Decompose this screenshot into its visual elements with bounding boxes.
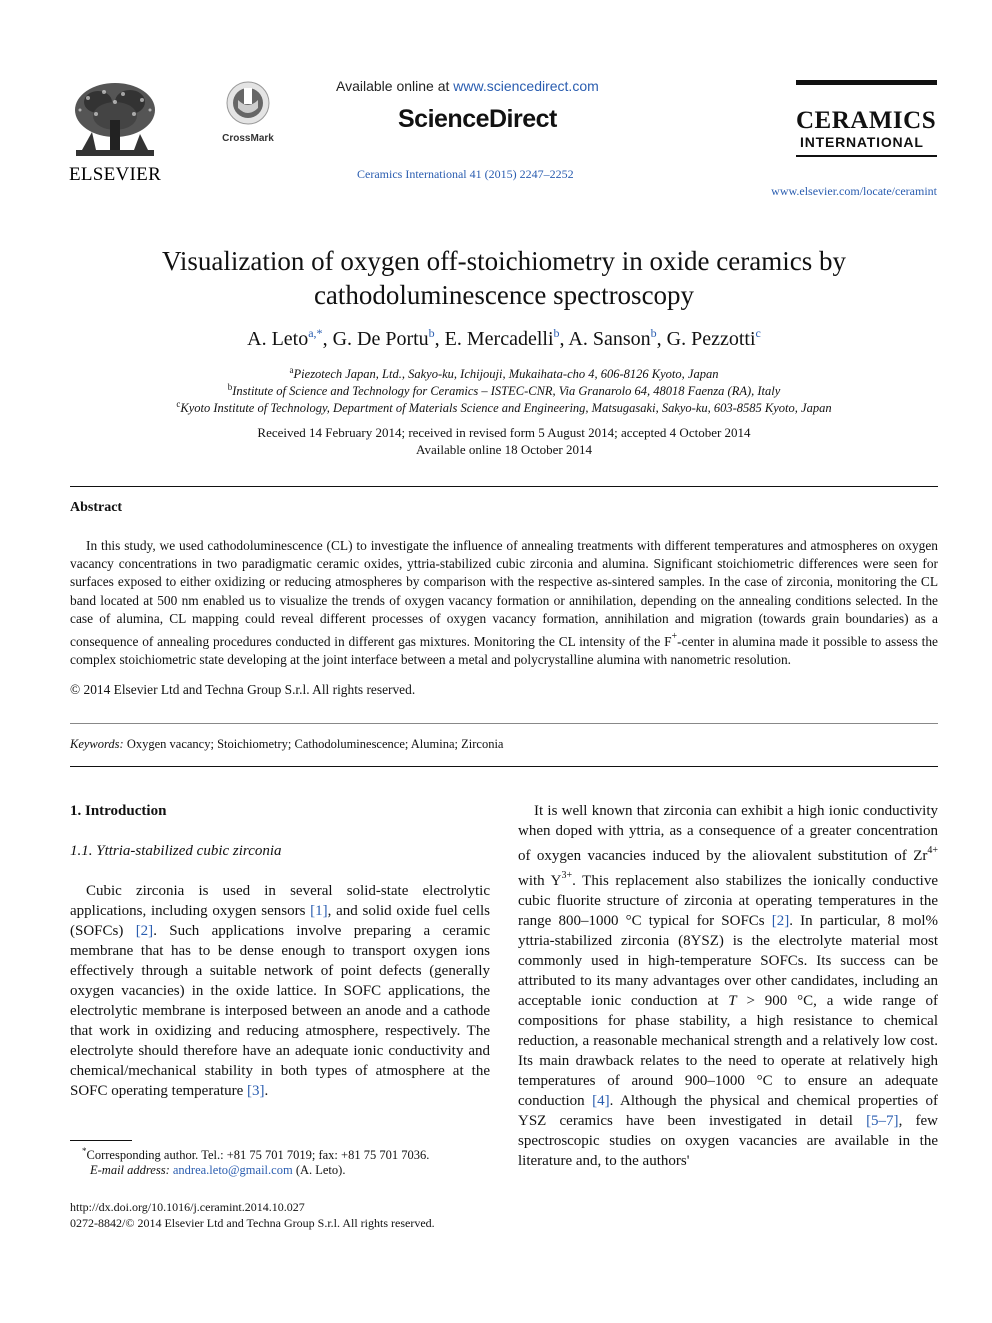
citation-link[interactable]: [3] [247, 1083, 265, 1099]
author-list: A. Leto$^{a,*}$, G. De Portu$^b$, E. Mercadelli$^b$, A. Sanson$^b$, G. Pezzotti$^c$ [247, 326, 761, 350]
available-online-prefix: Available online at [336, 78, 454, 94]
body-text: , and solid oxide fuel cells (SOFCs) [70, 903, 490, 939]
sciencedirect-link[interactable]: www.sciencedirect.com [453, 78, 599, 94]
elsevier-tree-icon [68, 80, 162, 162]
body-text: with Y [518, 873, 562, 889]
crossmark-label: CrossMark [222, 133, 274, 144]
publisher-name: ELSEVIER [68, 164, 162, 185]
email-link[interactable]: andrea.leto@gmail.com [172, 1163, 293, 1177]
paper-title [70, 244, 938, 312]
citation-link[interactable]: [5–7] [866, 1113, 899, 1129]
available-date: Available online 18 October 2014 [416, 442, 592, 457]
email-suffix: (A. Leto). [292, 1163, 346, 1177]
paper-title-line-1: Visualization of oxygen off-stoichiometry in oxide ceramics by [162, 246, 846, 276]
body-paragraph [70, 881, 490, 1101]
body-text: , few spectroscopic studies on oxygen vacancies are available in the literature and, to the authors' [518, 1113, 938, 1169]
right-column [518, 801, 938, 1171]
body-text: . In particular, 8 mol% yttria-stabilized zirconia (8YSZ) is the electrolyte material most commonly used in high-temperature SOFCs. Its success can be attributed to its many advantages over other candidates, including an acceptable ionic conduction at [518, 913, 938, 1009]
affiliation-sup: c [176, 399, 181, 409]
keywords [70, 737, 503, 752]
affiliation-sup: a [289, 365, 294, 375]
citation-link[interactable]: [4] [592, 1093, 610, 1109]
crossmark-badge[interactable] [220, 80, 276, 144]
ion-charge-sup: 3+ [561, 870, 573, 881]
abstract-text-part: In this study, we used cathodoluminescence (CL) to investigate the influence of annealing treatments with different temperatures and atmospheres on oxygen vacancy concentrations in two paradigmatic ceramic oxides, yttria-stabilized cubic zirconia and alumina. Significant stoichiometric differences were seen for surfaces exposed to either oxidizing or reducing atmospheres by comparison with the respective as-sintered samples. In the case of zirconia, monitoring the CL band located at 500 nm enabled us to visualize the trends of oxygen vacancy formation or annihilation, depending on the annealing conditions selected. In the case of alumina, CL mapping could reveal different processes of oxygen vacancy formation, annihilation and migration (towards grain boundaries) as a consequence of annealing procedures conducted in different gas mixtures. Monitoring the CL intensity of the F [70, 538, 938, 650]
body-text: . This replacement also stabilizes the ionically conductive cubic fluorite structure of zirconia at operating temperatures in the range 800–1000 °C typical for SOFCs [518, 873, 938, 929]
article-dates [70, 424, 938, 458]
journal-subtitle: INTERNATIONAL [800, 134, 924, 150]
paper-title-line-2: cathodoluminescence spectroscopy [313, 280, 695, 310]
journal-logo-bottom-bar [796, 155, 937, 157]
body-text: . Although the physical and chemical properties of YSZ ceramics have been investigated in detail [518, 1093, 938, 1129]
divider [70, 486, 938, 487]
journal-logo-top-bar [796, 80, 937, 85]
journal-title: CERAMICS [796, 107, 937, 134]
author-affil-sup[interactable]: b [553, 326, 560, 340]
left-column [70, 801, 490, 1101]
abstract-text-part: -center in alumina made it possible to assess the complex stoichiometric state developing at the joint interface between a metal and polycrystalline alumina with nanometric resolution. [70, 634, 938, 668]
body-text: . [264, 1083, 269, 1099]
body-paragraph [518, 801, 938, 1171]
received-dates: Received 14 February 2014; received in revised form 5 August 2014; accepted 4 October 2014 [257, 425, 751, 440]
author-affil-sup[interactable]: b [650, 326, 657, 340]
journal-citation[interactable]: Ceramics International 41 (2015) 2247–2252 [357, 167, 574, 181]
author-name[interactable]: E. Mercadelli [444, 328, 554, 350]
affiliation-text: Kyoto Institute of Technology, Department of Materials Science and Engineering, Matsugasaki, Sakyo-ku, 603-8585 Kyoto, Japan [180, 401, 832, 415]
footnote-rule [70, 1140, 132, 1141]
divider [70, 723, 938, 724]
variable-symbol: T [728, 993, 737, 1009]
abstract-copyright: © 2014 Elsevier Ltd and Techna Group S.r.l. All rights reserved. [70, 682, 416, 697]
corresponding-author-text: Corresponding author. Tel.: +81 75 701 7019; fax: +81 75 701 7036. [86, 1148, 430, 1163]
affiliation-sup: b [227, 382, 233, 392]
email-note [90, 1163, 345, 1178]
abstract-heading: Abstract [70, 500, 123, 515]
author-name[interactable]: G. De Portu [332, 328, 429, 350]
abstract-superscript: + [671, 631, 678, 643]
journal-url-link[interactable]: www.elsevier.com/locate/ceramint [771, 184, 937, 198]
body-text: . Such applications involve preparing a ceramic membrane that has to be dense enough to transport oxygen ions effectively through a suitable network of point defects (generally oxygen vacancies) in the oxide lattice. In SOFC applications, the electrolytic membrane is interposed between an anode and a cathode that work in oxidizing and reducing atmosphere, respectively. The electrolyte should therefore have an adequate ionic conductivity and chemical/mechanical stability in both types of atmosphere at the SOFC operating temperature [70, 923, 490, 1099]
author-affil-sup[interactable]: c [755, 326, 761, 340]
crossmark-icon [223, 80, 273, 126]
subsection-heading: 1.1. Yttria-stabilized cubic zirconia [70, 843, 282, 859]
affiliation-b [70, 382, 938, 399]
author-affil-sup[interactable]: b [428, 326, 435, 340]
elsevier-logo [68, 80, 162, 186]
keywords-list: Oxygen vacancy; Stoichiometry; Cathodoluminescence; Alumina; Zirconia [126, 737, 504, 751]
author-name[interactable]: A. Leto [247, 328, 309, 350]
body-text: Cubic zirconia is used in several solid-state electrolytic applications, including oxygen sensors [70, 883, 490, 919]
author-name[interactable]: G. Pezzotti [666, 328, 756, 350]
author-affil-sup[interactable]: a,* [308, 326, 323, 340]
ion-charge-sup: 4+ [927, 845, 938, 856]
sciencedirect-logo: ScienceDirect [398, 105, 557, 133]
affiliation-text: Institute of Science and Technology for Ceramics – ISTEC-CNR, Via Granarolo 64, 48018 Faenza (RA), Italy [232, 384, 781, 398]
author-name[interactable]: A. Sanson [568, 328, 651, 350]
available-online [336, 78, 599, 94]
body-text: > 900 °C, a wide range of compositions for phase stability, a high resistance to chemical reduction, a reasonable mechanical strength and a relatively low cost. Its main drawback relates to the need to operate at relatively high temperatures of around 900–1000 °C to ensure an adequate conduction [518, 993, 938, 1109]
affiliation-text: Piezotech Japan, Ltd., Sakyo-ku, Ichijouji, Mukaihata-cho 4, 606-8126 Kyoto, Japan [293, 367, 719, 381]
affiliation-a [70, 365, 938, 382]
citation-link[interactable]: [2] [771, 913, 790, 929]
issn-copyright: 0272-8842/© 2014 Elsevier Ltd and Techna Group S.r.l. All rights reserved. [70, 1216, 435, 1230]
email-label: E-mail address: [90, 1163, 170, 1177]
citation-link[interactable]: [2] [135, 923, 154, 939]
affiliation-c [70, 399, 938, 416]
section-heading: 1. Introduction [70, 803, 167, 819]
keywords-label: Keywords: [70, 737, 124, 751]
doi-link[interactable]: http://dx.doi.org/10.1016/j.ceramint.2014.10.027 [70, 1200, 305, 1214]
body-text: It is well known that zirconia can exhibit a high ionic conductivity when doped with yttria, as a consequence of a greater concentration of oxygen vacancies induced by the aliovalent substitution of Zr [518, 803, 938, 864]
abstract-text [70, 537, 938, 669]
divider [70, 766, 938, 767]
corresponding-author-note: *Corresponding author. Tel.: +81 75 701 7019; fax: +81 75 701 7036. [82, 1146, 430, 1163]
citation-link[interactable]: [1] [310, 903, 328, 919]
